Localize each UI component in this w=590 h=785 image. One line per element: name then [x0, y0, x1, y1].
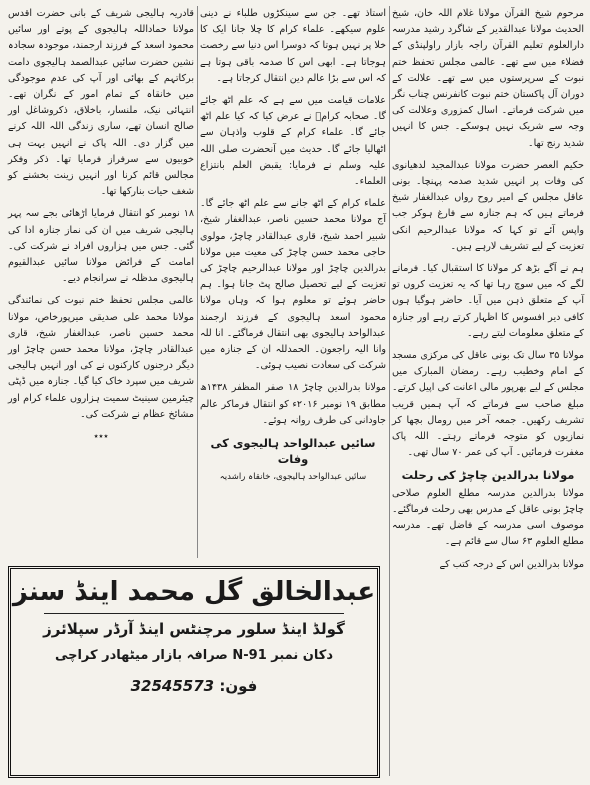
advertisement-box — [8, 566, 380, 778]
paragraph: استاذ تھے۔ جن سے سینکڑوں طلباء نے دینی علوم سیکھے۔ علماء کرام کا چلا جانا ایک کا خلا پر نہیں ہوتا کہ دوسرا اس دنیا سے رخصت ہوجاتا ہے۔ ابھی اس کا صدمہ باقی ہوتا ہے کہ اس سے بڑا عالم دین انتقال کرجاتا ہے۔ — [200, 8, 386, 84]
paragraph: علامات قیامت میں سے ہے کہ علم اٹھ جائے گا۔ صحابہ کرامؓ نے عرض کیا کہ کیا علم اٹھ جائے گا۔ علماء کرام کے قلوب واذہان سے اٹھالیا جائے گا۔ حدیث میں آنحضرت صلی اللہ علیہ وسلم نے فرمایا: یقبض العلم بانتزاع العلماء۔ — [200, 95, 386, 188]
paragraph: مولانا ۳۵ سال تک بونی عاقل کی مرکزی مسجد کے امام وخطیب رہے۔ رمضان المبارک میں مجلس کے لیے بھرپور مالی اعانت کی اپیل کرتے۔ مبلغ صاحب سے فرماتے کہ آپ ہمیں قریب تشریف رکھیں۔ جمعہ آخر میں رومال بچھا کر نمازیوں کو متوجہ فرماتے رہتے۔ اللہ پاک مغفرت فرمائیں۔ آپ کی عمر ۷۰ سال تھی۔ — [392, 350, 584, 459]
column-divider-left — [197, 6, 198, 558]
paragraph: مرحوم شیخ القرآن مولانا غلام اللہ خان، شیخ الحدیث مولانا عبدالقدیر کے شاگرد رشید مدرسہ دارالعلوم تعلیم القرآن راجہ بازار راولپنڈی کے فضلاء میں سے تھے۔ عالمی مجلس تحفظ ختم نبوت کے سرپرستوں میں سے تھے۔ علالت کے دوران آل پاکستان ختم نبوت کانفرنس چناب نگر میں شرکت فرماتے۔ اسال کمزوری وعلالت کی وجہ سے شریک نہیں ہوسکے۔ جس کا انہیں شدید رنج تھا۔ — [392, 8, 584, 149]
paragraph: ۱۸ نومبر کو انتقال فرمایا اڑھائی بجے سہ پہر ہالیجی شریف میں ان کی نماز جنازہ ادا کی گئی۔ جس میں ہزاروں افراد نے شرکت کی۔ امامت کے فرائض مولانا سائیں عبدالقیوم ہالیجوی مدظلہ نے سرانجام دیے۔ — [8, 208, 194, 285]
paragraph: مولانا بدرالدین چاچڑ ۱۸ صفر المظفر ۱۴۳۸ھ مطابق ۱۹ نومبر ۲۰۱۶ء کو انتقال فرماکر عالم جاودانی کی طرف روانہ ہوئے۔ — [200, 382, 387, 426]
column-right — [392, 6, 584, 579]
ad-divider — [44, 613, 344, 614]
paragraph: علماء کرام کے اٹھ جانے سے علم اٹھ جائے گا۔ آج مولانا محمد حسین ناصر، عبدالغفار شیخ، شبیر احمد شیخ، قاری عبدالقادر چاچڑ، مولوی حاجی محمد حسن چاچڑ کی معیت میں مولانا بدرالدین چاچڑ اور مولانا عبدالرحیم چاچڑ کی تعزیت کے لیے تحصیل صالح پٹ جانا ہوا۔ ہم حاضر ہوئے تو معلوم ہوا کہ وہاں مولانا محمود اسعد ہالیجوی کے فرزند ارجمند عبدالواحد ہالیجوی بھی انتقال فرماگئے۔ انا للہ وانا الیہ راجعون۔ الحمدللہ ان کے جنازہ میں شرکت کی سعادت نصیب ہوئی۔ — [200, 198, 386, 372]
ad-phone-number: 32545573 — [130, 677, 215, 695]
paragraph: قادریہ ہالیجی شریف کے بانی حضرت اقدس مولانا حماداللہ ہالیجوی کے پوتے اور سائیں محمود اسعد کے فرزند ارجمند، موجودہ سجادہ نشین حضرت سائیں عبدالصمد ہالیجوی دامت برکاتہم کے بھائی اور آپ کی عدم موجودگی میں خانقاہ کے تمام امور کے نگران تھے۔ انتہائی نیک، ملنسار، باخلاق، ذکروشاغل اور صالح انسان تھے، ساری زندگی اللہ اللہ کرنے میں گزار دی۔ اللہ پاک نے انہیں بہت ہی خوبیوں سے سرفراز فرمایا تھا۔ ذکر وفکر مجالس قائم کرنا اور انہیں زینت بخشنے کو شغف حیات بنارکھا تھا۔ — [8, 8, 194, 198]
section-heading: سائیں عبدالواحد ہالیجوی کی وفات — [210, 436, 376, 467]
ad-phone-label: فون: — [219, 677, 258, 695]
ad-business-line: گولڈ اینڈ سلور مرچنٹس اینڈ آرڈر سپلائرز — [43, 620, 345, 638]
paragraph: مولانا بدرالدین مدرسہ مطلع العلوم صلاحی چاچڑ بونی عاقل کے مدرس بھی رحلت فرماگئے۔ موصوف اسی مدرسہ کے فاضل تھے۔ مدرسہ مطلع العلوم ۶۳ سال سے قائم ہے۔ — [392, 487, 584, 548]
byline: سائیں عبدالواحد ہالیجوی، خانقاہ راشدیہ — [219, 472, 367, 483]
paragraph: عالمی مجلس تحفظ ختم نبوت کی نمائندگی مولانا محمد علی صدیقی میرپورخاص، مولانا محمد حسین ناصر، عبدالغفار شیخ، قاری عبدالقادر چاچڑ، مولانا محمد حسن چاچڑ اور دیگر درجنوں کارکنوں نے کی اور انہیں ہالیجی شریف میں سپرد خاک کیا گیا۔ جنازہ میں ڈپٹی چیئرمین سینیٹ سمیت ہزاروں علماء کرام اور مشائخ عظام نے شرکت کی۔ — [8, 295, 194, 420]
paragraph: ہم نے آگے بڑھ کر مولانا کا استقبال کیا۔ فرمانے لگے کہ میں سوچ رہا تھا کہ یہ تعزیت کروں تو آپ کے متعلق ذہن میں آیا۔ حاضر ہوگیا ہوں کافی دیر افسوس کا اظہار کرتے رہے اور جنازہ کے متعلق معلومات لیتے رہے۔ — [392, 263, 584, 339]
ad-company-name: عبدالخالق گل محمد اینڈ سنز — [12, 577, 376, 607]
ad-phone — [11, 677, 377, 695]
section-heading: مولانا بدرالدین چاچڑ کی رحلت — [401, 468, 575, 483]
paragraph: حکیم العصر حضرت مولانا عبدالمجید لدھیانوی کی وفات پر انہیں شدید صدمہ پہنچا۔ بونی عاقل مجلس کے امیر روح رواں عبدالغفار شیخ فرماتے ہیں کہ ہم جنازہ سے فارغ ہوکر جب واپس آئے تو کہا کہ مولانا عبدالرحیم انکی تعزیت کے لیے تشریف لارہے ہیں۔ — [392, 159, 584, 252]
column-left — [8, 6, 194, 445]
paragraph: مولانا بدرالدین اس کے درجہ کتب کے — [439, 558, 584, 570]
ad-address: دکان نمبر N-91 صرافہ بازار میٹھادر کراچی — [54, 648, 334, 663]
end-ornament: ٭٭٭ — [93, 432, 109, 443]
column-divider-right — [389, 6, 390, 776]
column-middle — [200, 6, 386, 492]
